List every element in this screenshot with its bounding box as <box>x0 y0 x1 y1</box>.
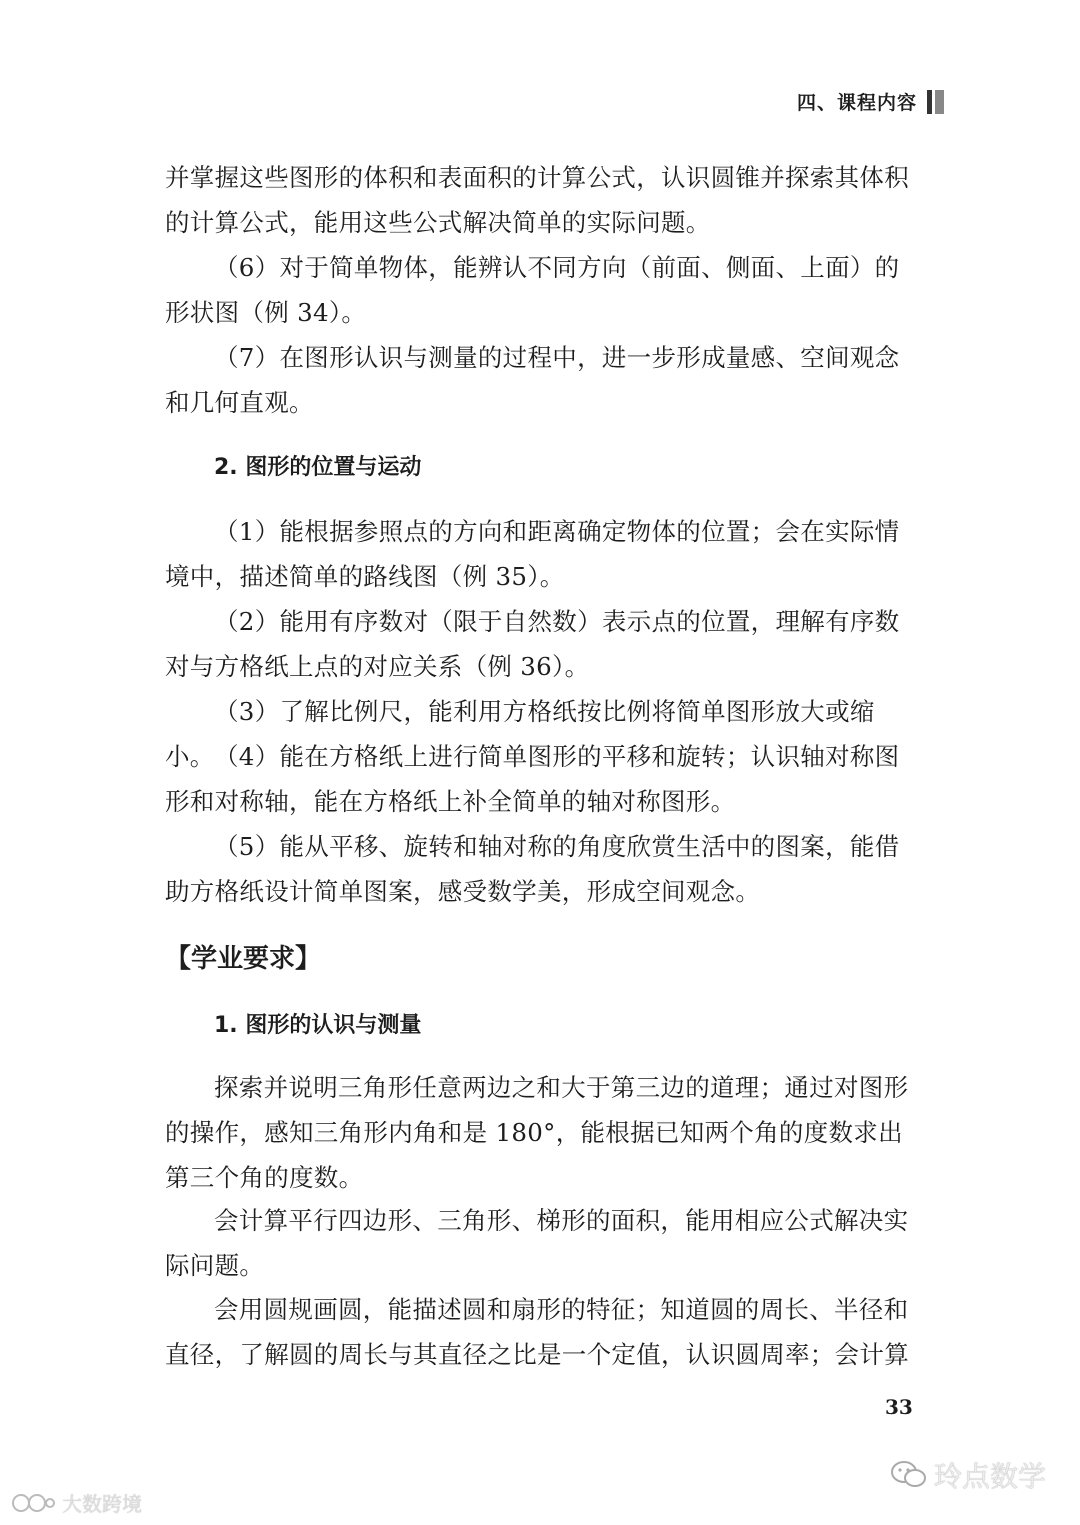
paragraph-item-1: （1）能根据参照点的方向和距离确定物体的位置；会在实际情境中，描述简单的路线图（例 35）。 <box>165 517 900 591</box>
section-heading-academic-requirements: 【学业要求】 <box>165 944 322 974</box>
paragraph-item-7: （7）在图形认识与测量的过程中，进一步形成量感、空间观念和几何直观。 <box>165 343 900 417</box>
double-bar-mark-icon <box>927 90 944 114</box>
watermark-right <box>890 1455 1046 1495</box>
paragraph-circle: 会用圆规画圆，能描述圆和扇形的特征；知道圆的周长、半径和直径，了解圆的周长与其直径之比是一个定值，认识圆周率；会计算 <box>165 1295 909 1369</box>
page-number: 33 <box>885 1395 913 1419</box>
watermark-logo-icon <box>10 1492 56 1514</box>
paragraph-continued: 并掌握这些图形的体积和表面积的计算公式，认识圆锥并探索其体积的计算公式，能用这些公式解决简单的实际问题。 <box>165 163 909 237</box>
watermark-left-text: 大数跨境 <box>62 1492 142 1516</box>
watermark-right-text: 玲点数学 <box>933 1460 1046 1493</box>
subheading-position-motion: 2. 图形的位置与运动 <box>214 455 422 480</box>
paragraph-item-5: （5）能从平移、旋转和轴对称的角度欣赏生活中的图案，能借助方格纸设计简单图案，感受数学美，形成空间观念。 <box>165 832 900 906</box>
wechat-icon <box>890 1459 928 1491</box>
chapter-title: 四、课程内容 <box>796 92 917 114</box>
paragraph-item-6: （6）对于简单物体，能辨认不同方向（前面、侧面、上面）的形状图（例 34）。 <box>165 253 900 327</box>
running-header <box>797 88 944 115</box>
watermark-left <box>10 1488 142 1517</box>
subheading-recognition-measurement: 1. 图形的认识与测量 <box>214 1013 422 1038</box>
paragraph-item-2: （2）能用有序数对（限于自然数）表示点的位置，理解有序数对与方格纸上点的对应关系（例 36）。 <box>165 607 900 681</box>
paragraph-triangle: 探索并说明三角形任意两边之和大于第三边的道理；通过对图形的操作，感知三角形内角和是 180°，能根据已知两个角的度数求出第三个角的度数。 <box>165 1073 909 1192</box>
paragraph-item-4: （4）能在方格纸上进行简单图形的平移和旋转；认识轴对称图形和对称轴，能在方格纸上补全简单的轴对称图形。 <box>165 742 900 816</box>
paragraph-item-3: （3）了解比例尺，能利用方格纸按比例将简单图形放大或缩小。 <box>165 697 875 771</box>
paragraph-area: 会计算平行四边形、三角形、梯形的面积，能用相应公式解决实际问题。 <box>165 1206 909 1280</box>
